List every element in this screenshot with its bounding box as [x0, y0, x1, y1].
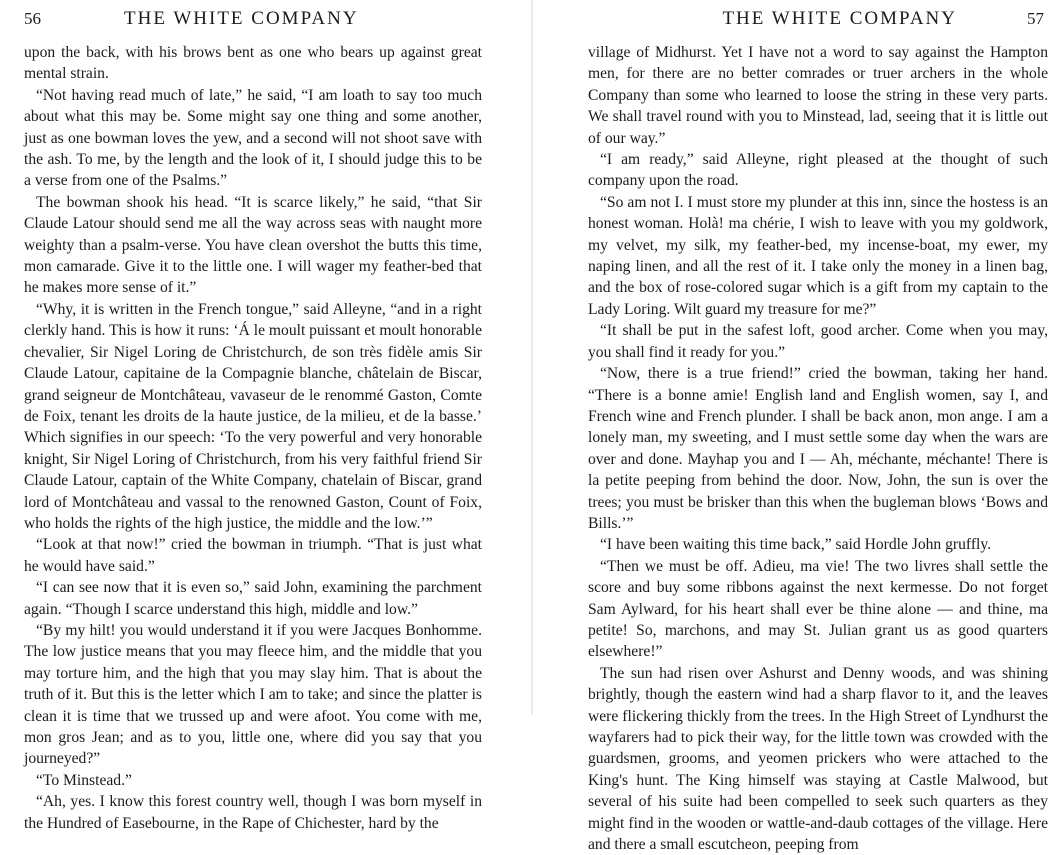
- paragraph: “Then we must be off. Adieu, ma vie! The two livres shall settle the score and buy some ribbons against the next kermesse. Do not forget Sam Aylward, for his heart shall ever be thine alone — and thine, ma petite! So, marchons, and may St. Julian grant us as good quarters elsewhere!”: [588, 557, 1048, 661]
- paragraph: “Now, there is a true friend!” cried the bowman, taking her hand. “There is a bonne amie! English land and English women, say I, and French wine and French plunder. I shall be back anon, mon ange. I am a lonely man, my sweeting, and I must settle some day when the wars are over and done. Mayhap you and I — Ah, méchante, méchante! There is la petite peeping from behind the door. Now, John, the sun is over the trees; you must be brisker than this when the bugleman blows ‘Bows and Bills.’”: [588, 365, 1048, 532]
- left-running-head: [24, 8, 482, 34]
- paragraph: “So am not I. I must store my plunder at this inn, since the hostess is an honest woman. Holà! ma chérie, I wish to leave with you my goldwork, my velvet, my silk, my feather-bed, my incense-boat, my ewer, my naping linen, and all the rest of it. I take only the money in a linen bag, and the box of rose-colored sugar which is a gift from my captain to the Lady Loring. Wilt guard my treasure for me?”: [588, 193, 1048, 318]
- left-running-title: THE WHITE COMPANY: [124, 8, 359, 29]
- left-page-number: 56: [24, 9, 41, 28]
- paragraph: upon the back, with his brows bent as one who bears up against great mental strain.: [24, 44, 482, 83]
- paragraph: “By my hilt! you would understand it if you were Jacques Bonhomme. The low justice means that you may fleece him, and the middle that you may torture him, and the high that you may slay him. That is about the truth of it. But this is the letter which I am to take; and since the platter is clean it is time that we trussed up and were afoot. You come with me, mon gros Jean; and as to you, little one, where did you say that you journeyed?”: [24, 621, 482, 768]
- paragraph: “It shall be put in the safest loft, good archer. Come when you may, you shall find it ready for you.”: [588, 322, 1048, 361]
- paragraph: The bowman shook his head. “It is scarce likely,” he said, “that Sir Claude Latour should send me all the way across seas with naught more weighty than a psalm-verse. You have clean overshot the butts this time, mon camarade. Give it to the little one. I will wager my feather-bed that he makes more sense of it.”: [24, 193, 482, 297]
- paragraph: The sun had risen over Ashurst and Denny woods, and was shining brightly, though the eastern wind had a sharp flavor to it, and the leaves were flickering thickly from the trees. In the High Street of Lyndhurst the wayfarers had to pick their way, for the little town was crowded with the guardsmen, grooms, and yeomen prickers who were attached to the King's hunt. The King himself was staying at Castle Malwood, but several of his suite had been compelled to seek such quarters as they might find in the wooden or wattle-and-daub cottages of the village. Here and there a small escutcheon, peeping from: [588, 664, 1048, 854]
- paragraph: “To Minstead.”: [36, 771, 132, 789]
- paragraph: “Look at that now!” cried the bowman in triumph. “That is just what he would have said.”: [24, 536, 482, 575]
- paragraph: “I have been waiting this time back,” said Hordle John gruffly.: [600, 536, 992, 554]
- right-page-text: [588, 42, 1048, 855]
- right-running-head: [588, 8, 1048, 34]
- paragraph: “Not having read much of late,” he said, “I am loath to say too much about what this may be. Some might say one thing and some another, just as one bowman loves the yew, and a second will not shoot save with the ash. To me, by the length and the look of it, I should judge this to be a verse from one of the Psalms.”: [24, 86, 482, 190]
- paragraph: village of Midhurst. Yet I have not a word to say against the Hampton men, for there are no better comrades or truer archers in the whole Company than some who learned to loose the string in these very parts. We shall travel round with you to Minstead, lad, seeing that it is little out of our way.”: [588, 44, 1048, 147]
- paragraph: “Why, it is written in the French tongue,” said Alleyne, “and in a right clerkly hand. This is how it runs: ‘Á le moult puissant et moult honorable chevalier, Sir Nigel Loring de Christchurch, de son très fidèle amis Sir Claude Latour, capitaine de la Compagnie blanche, châtelain de Biscar, grand seigneur de Montchâteau, vavaseur de le renommé Gaston, Comte de Foix, tenant les droits de la haute justice, de la milieu, et de la basse.’ Which signifies in our speech: ‘To the very powerful and very honorable knight, Sir Nigel Loring of Christchurch, from his very faithful friend Sir Claude Latour, captain of the White Company, chatelain of Biscar, grand lord of Montchâteau and vassal to the renowned Gaston, Count of Foix, who holds the rights of the high justice, the middle and the low.’”: [24, 300, 482, 532]
- paragraph: “I can see now that it is even so,” said John, examining the parchment again. “Though I scarce understand this high, middle and low.”: [24, 579, 482, 618]
- right-running-title: THE WHITE COMPANY: [722, 8, 957, 29]
- left-page-text: [24, 42, 482, 834]
- left-page: [0, 0, 532, 832]
- right-page: [532, 0, 1064, 854]
- paragraph: “Ah, yes. I know this forest country well, though I was born myself in the Hundred of Easebourne, in the Rape of Chichester, hard by the: [24, 793, 482, 832]
- paragraph: “I am ready,” said Alleyne, right pleased at the thought of such company upon the road.: [588, 151, 1048, 190]
- right-page-number: 57: [1027, 9, 1044, 28]
